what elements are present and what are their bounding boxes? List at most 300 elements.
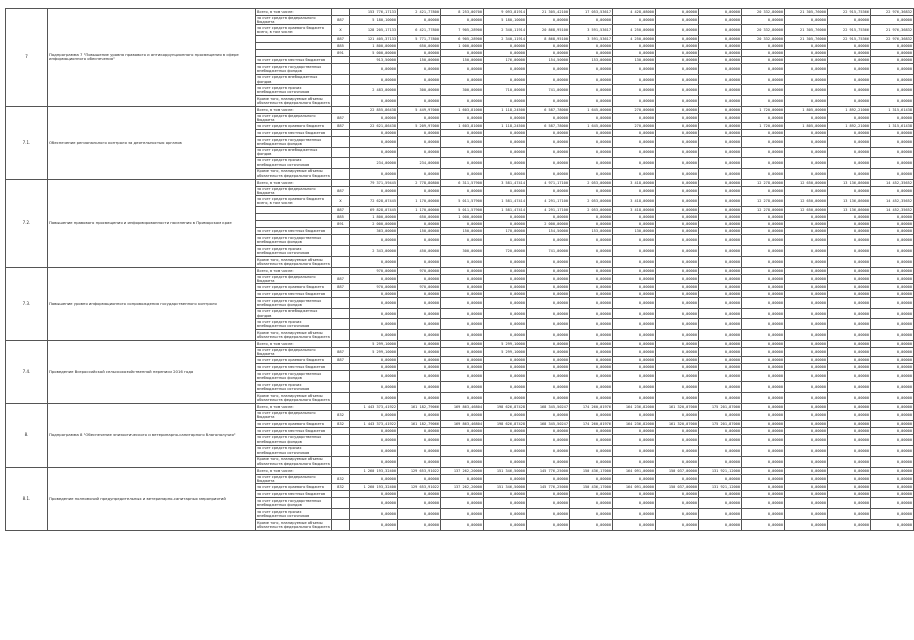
amount-cell: 0,00000 — [570, 148, 613, 157]
amount-cell: 0,00000 — [570, 43, 613, 50]
amount-cell: 154,50000 — [527, 228, 570, 235]
amount-cell: 9 093,81914 — [484, 9, 527, 16]
amount-cell: 131 921,12000 — [699, 467, 742, 474]
amount-cell: 0,00000 — [484, 329, 527, 340]
amount-cell: 3 418,00000 — [613, 179, 656, 186]
funding-source-label — [256, 214, 332, 221]
amount-cell: 0,00000 — [527, 520, 570, 531]
amount-cell: 0,00000 — [527, 157, 570, 168]
amount-cell: 0,00000 — [699, 43, 742, 50]
amount-cell: 650,00000 — [398, 43, 441, 50]
amount-cell: 0,00000 — [570, 235, 613, 246]
amount-cell: 164 236,82000 — [613, 420, 656, 427]
amount-cell: 0,00000 — [742, 221, 785, 228]
amount-cell: 0,00000 — [441, 275, 484, 284]
amount-cell: 0,00000 — [656, 106, 699, 113]
amount-cell: 0,00000 — [441, 371, 484, 382]
amount-cell: 0,00000 — [828, 84, 871, 95]
amount-cell: 79 371,59445 — [350, 179, 398, 186]
amount-cell: 0,00000 — [699, 257, 742, 268]
amount-cell: 5 000,00000 — [350, 50, 398, 57]
amount-cell: 0,00000 — [871, 246, 914, 257]
amount-cell: 0,00000 — [527, 445, 570, 456]
amount-cell: 0,00000 — [742, 434, 785, 445]
amount-cell: 0,00000 — [785, 340, 828, 347]
amount-cell: 151 346,50000 — [484, 467, 527, 474]
amount-cell: 0,00000 — [484, 393, 527, 404]
amount-cell: 5 011,57900 — [441, 207, 484, 214]
amount-cell: 0,00000 — [828, 228, 871, 235]
budget-code — [332, 257, 350, 268]
amount-cell: 0,00000 — [441, 491, 484, 498]
amount-cell: 300,00000 — [398, 84, 441, 95]
amount-cell: 1 603,81000 — [441, 106, 484, 113]
amount-cell: 0,00000 — [613, 275, 656, 284]
amount-cell: 0,00000 — [828, 404, 871, 411]
amount-cell: 0,00000 — [871, 318, 914, 329]
amount-cell: 0,00000 — [570, 509, 613, 520]
amount-cell: 5 299,10000 — [350, 340, 398, 347]
amount-cell: 0,00000 — [828, 491, 871, 498]
amount-cell: 0,00000 — [828, 445, 871, 456]
amount-cell: 1 800,00000 — [350, 43, 398, 50]
amount-cell: 0,00000 — [656, 64, 699, 75]
amount-cell: 0,00000 — [656, 246, 699, 257]
amount-cell: 7 905,28900 — [441, 25, 484, 36]
amount-cell: 0,00000 — [785, 291, 828, 298]
amount-cell: 150,00000 — [441, 57, 484, 64]
amount-cell: 0,00000 — [613, 84, 656, 95]
amount-cell: 0,00000 — [742, 411, 785, 420]
amount-cell: 22 621,86438 — [350, 123, 398, 130]
funding-source-label: за счет средств федерального бюджета — [256, 186, 332, 195]
amount-cell: 0,00000 — [656, 137, 699, 148]
amount-cell: 14 452,35652 — [871, 179, 914, 186]
amount-cell: 0,00000 — [484, 427, 527, 434]
amount-cell: 0,00000 — [350, 329, 398, 340]
amount-cell: 1 720,00000 — [742, 123, 785, 130]
amount-cell: 0,00000 — [699, 228, 742, 235]
funding-source-label: за счет средств федерального бюджета — [256, 16, 332, 25]
item-index: 7.1. — [6, 106, 48, 179]
funding-source-label: Всего, в том числе: — [256, 9, 332, 16]
amount-cell: 0,00000 — [527, 382, 570, 393]
amount-cell: 1 443 373,41922 — [350, 420, 398, 427]
amount-cell: 0,00000 — [656, 329, 699, 340]
amount-cell: 153 776,17133 — [350, 9, 398, 16]
amount-cell: 0,00000 — [527, 16, 570, 25]
amount-cell: 270,00000 — [613, 106, 656, 113]
amount-cell: 0,00000 — [484, 309, 527, 318]
budget-code — [332, 168, 350, 179]
amount-cell: 0,00000 — [699, 16, 742, 25]
amount-cell: 0,00000 — [656, 257, 699, 268]
amount-cell: 0,00000 — [699, 382, 742, 393]
amount-cell: 0,00000 — [785, 329, 828, 340]
budget-code — [332, 340, 350, 347]
amount-cell: 0,00000 — [828, 340, 871, 347]
amount-cell: 0,00000 — [656, 36, 699, 43]
amount-cell: 0,00000 — [656, 179, 699, 186]
amount-cell: 175 201,87000 — [699, 404, 742, 411]
funding-source-label: Всего, в том числе: — [256, 268, 332, 275]
amount-cell: 0,00000 — [742, 329, 785, 340]
amount-cell: 0,00000 — [785, 50, 828, 57]
amount-cell: 0,00000 — [828, 113, 871, 122]
amount-cell: 0,00000 — [785, 75, 828, 84]
amount-cell: 0,00000 — [656, 57, 699, 64]
amount-cell: 0,00000 — [742, 445, 785, 456]
amount-cell: 0,00000 — [828, 186, 871, 195]
amount-cell: 0,00000 — [742, 298, 785, 309]
item-index: 8.1. — [6, 467, 48, 530]
budget-code: 887 — [332, 16, 350, 25]
amount-cell: 0,00000 — [828, 291, 871, 298]
amount-cell: 0,00000 — [441, 235, 484, 246]
amount-cell: 150,00000 — [398, 228, 441, 235]
budget-code — [332, 84, 350, 95]
amount-cell: 0,00000 — [613, 434, 656, 445]
amount-cell: 21 305,76000 — [785, 9, 828, 16]
amount-cell: 0,00000 — [527, 75, 570, 84]
amount-cell: 0,00000 — [527, 95, 570, 106]
budget-code: X — [332, 196, 350, 207]
amount-cell: 0,00000 — [398, 95, 441, 106]
budget-code: 891 — [332, 221, 350, 228]
amount-cell: 161 320,07000 — [656, 420, 699, 427]
amount-cell: 4 250,00000 — [613, 25, 656, 36]
amount-cell: 137 262,20000 — [441, 484, 484, 491]
budget-code — [332, 157, 350, 168]
amount-cell: 164 236,82000 — [613, 404, 656, 411]
amount-cell: 0,00000 — [699, 221, 742, 228]
amount-cell: 0,00000 — [484, 357, 527, 364]
amount-cell: 0,00000 — [350, 130, 398, 137]
funding-source-label: за счет средств государственных внебюджетных фондов — [256, 137, 332, 148]
amount-cell: 0,00000 — [785, 43, 828, 50]
amount-cell: 0,00000 — [699, 214, 742, 221]
amount-cell: 0,00000 — [699, 57, 742, 64]
amount-cell: 0,00000 — [613, 427, 656, 434]
amount-cell: 0,00000 — [441, 509, 484, 520]
amount-cell: 0,00000 — [785, 371, 828, 382]
amount-cell: 131 921,12000 — [699, 484, 742, 491]
amount-cell: 0,00000 — [398, 393, 441, 404]
amount-cell: 0,00000 — [527, 298, 570, 309]
amount-cell: 21 976,36832 — [871, 25, 914, 36]
amount-cell: 0,00000 — [398, 148, 441, 157]
table-row — [6, 404, 914, 411]
funding-source-label: Кроме того, планируемые объемы обязательств федерального бюджета — [257, 520, 330, 530]
amount-cell: 0,00000 — [441, 298, 484, 309]
amount-cell: 0,00000 — [699, 64, 742, 75]
amount-cell: 0,00000 — [871, 50, 914, 57]
amount-cell: 0,00000 — [828, 371, 871, 382]
funding-source-label: за счет средств прочих внебюджетных источников — [256, 84, 332, 95]
amount-cell: 0,00000 — [785, 257, 828, 268]
amount-cell: 0,00000 — [570, 434, 613, 445]
amount-cell: 5 299,10000 — [484, 347, 527, 356]
budget-code — [332, 106, 350, 113]
amount-cell: 0,00000 — [527, 113, 570, 122]
amount-cell: 0,00000 — [570, 186, 613, 195]
amount-cell: 0,00000 — [613, 235, 656, 246]
amount-cell: 0,00000 — [350, 364, 398, 371]
amount-cell: 0,00000 — [613, 474, 656, 483]
funding-source-label: за счет средств краевого бюджета всего, в том числе: — [256, 25, 332, 36]
amount-cell: 1 892,21000 — [828, 106, 871, 113]
amount-cell: 0,00000 — [613, 347, 656, 356]
amount-cell: 0,00000 — [484, 257, 527, 268]
amount-cell: 151 346,50000 — [484, 484, 527, 491]
amount-cell: 0,00000 — [828, 16, 871, 25]
amount-cell: 0,00000 — [613, 382, 656, 393]
item-title: Обеспечение регионального контроля за деятельностью органов — [48, 106, 256, 179]
amount-cell: 0,00000 — [785, 235, 828, 246]
amount-cell: 0,00000 — [785, 168, 828, 179]
amount-cell: 0,00000 — [484, 411, 527, 420]
amount-cell: 0,00000 — [785, 16, 828, 25]
amount-cell: 0,00000 — [398, 371, 441, 382]
amount-cell: 0,00000 — [656, 509, 699, 520]
amount-cell: 145 776,25000 — [527, 467, 570, 474]
amount-cell: 0,00000 — [484, 520, 527, 531]
amount-cell: 0,00000 — [656, 371, 699, 382]
amount-cell: 150 436,17000 — [570, 467, 613, 474]
amount-cell: 3 418,00000 — [613, 196, 656, 207]
amount-cell: 0,00000 — [398, 275, 441, 284]
amount-cell: 168 345,50247 — [527, 420, 570, 427]
budget-code — [332, 382, 350, 393]
amount-cell: 0,00000 — [398, 75, 441, 84]
budget-code: 891 — [332, 50, 350, 57]
amount-cell: 0,00000 — [570, 371, 613, 382]
amount-cell: 0,00000 — [656, 25, 699, 36]
amount-cell: 0,00000 — [785, 221, 828, 228]
amount-cell: 0,00000 — [570, 329, 613, 340]
amount-cell: 0,00000 — [699, 357, 742, 364]
amount-cell: 1 118,24500 — [484, 106, 527, 113]
funding-source-label: за счет средств местных бюджетов — [256, 228, 332, 235]
amount-cell: 0,00000 — [527, 340, 570, 347]
funding-source-label: за счет средств краевого бюджета — [256, 420, 332, 427]
item-title: Повышение правового просвещения и информированности населения в Приморском крае — [48, 179, 256, 267]
amount-cell: 0,00000 — [871, 340, 914, 347]
amount-cell: 0,00000 — [441, 520, 484, 531]
amount-cell: 0,00000 — [398, 434, 441, 445]
amount-cell: 0,00000 — [742, 427, 785, 434]
amount-cell: 0,00000 — [871, 393, 914, 404]
amount-cell: 0,00000 — [871, 498, 914, 509]
amount-cell: 174 260,01976 — [570, 404, 613, 411]
funding-source-label: за счет средств местных бюджетов — [256, 130, 332, 137]
item-title: Проведение полномочий предупредительных и ветеринарно-санитарных мероприятий — [48, 467, 256, 530]
amount-cell: 1 118,24500 — [484, 123, 527, 130]
amount-cell: 0,00000 — [350, 393, 398, 404]
amount-cell: 0,00000 — [350, 434, 398, 445]
budget-code — [332, 179, 350, 186]
amount-cell: 0,00000 — [527, 50, 570, 57]
amount-cell: 0,00000 — [350, 113, 398, 122]
amount-cell: 0,00000 — [570, 318, 613, 329]
amount-cell: 0,00000 — [527, 427, 570, 434]
amount-cell: 169 863,46804 — [441, 404, 484, 411]
amount-cell: 0,00000 — [828, 498, 871, 509]
amount-cell: 0,00000 — [527, 257, 570, 268]
amount-cell: 0,00000 — [613, 168, 656, 179]
amount-cell: 0,00000 — [613, 16, 656, 25]
amount-cell: 0,00000 — [699, 284, 742, 291]
amount-cell: 710,00000 — [484, 84, 527, 95]
amount-cell: 0,00000 — [656, 221, 699, 228]
amount-cell: 970,00000 — [398, 284, 441, 291]
amount-cell: 0,00000 — [699, 9, 742, 16]
budget-table-body — [6, 9, 914, 531]
amount-cell: 0,00000 — [350, 148, 398, 157]
amount-cell: 17 053,53617 — [570, 9, 613, 16]
budget-table-sheet — [5, 8, 912, 628]
amount-cell: 0,00000 — [613, 309, 656, 318]
amount-cell: 0,00000 — [699, 235, 742, 246]
amount-cell: 4 250,00000 — [613, 36, 656, 43]
amount-cell: 0,00000 — [785, 393, 828, 404]
amount-cell: 0,00000 — [527, 130, 570, 137]
amount-cell: 0,00000 — [699, 36, 742, 43]
amount-cell: 0,00000 — [613, 50, 656, 57]
amount-cell: 0,00000 — [785, 434, 828, 445]
funding-source-label: Кроме того, планируемые объемы обязательств федерального бюджета — [257, 257, 330, 267]
amount-cell: 0,00000 — [570, 340, 613, 347]
amount-cell: 0,00000 — [742, 113, 785, 122]
amount-cell: 164 091,00000 — [613, 467, 656, 474]
amount-cell: 0,00000 — [699, 445, 742, 456]
amount-cell: 20 332,80000 — [742, 36, 785, 43]
amount-cell: 0,00000 — [441, 95, 484, 106]
amount-cell: 0,00000 — [828, 329, 871, 340]
amount-cell: 2 340,11914 — [484, 36, 527, 43]
amount-cell: 0,00000 — [742, 484, 785, 491]
amount-cell: 0,00000 — [742, 371, 785, 382]
amount-cell: 0,00000 — [570, 411, 613, 420]
amount-cell: 0,00000 — [871, 64, 914, 75]
amount-cell: 0,00000 — [785, 445, 828, 456]
amount-cell: 0,00000 — [570, 137, 613, 148]
budget-code — [332, 371, 350, 382]
funding-source-label: Всего, в том числе: — [256, 467, 332, 474]
amount-cell: 0,00000 — [441, 268, 484, 275]
amount-cell: 0,00000 — [656, 393, 699, 404]
amount-cell: 13 136,86000 — [828, 179, 871, 186]
amount-cell: 0,00000 — [613, 491, 656, 498]
budget-code — [332, 467, 350, 474]
amount-cell: 0,00000 — [785, 275, 828, 284]
amount-cell: 0,00000 — [699, 347, 742, 356]
amount-cell: 0,00000 — [613, 268, 656, 275]
amount-cell: 0,00000 — [398, 113, 441, 122]
amount-cell: 0,00000 — [742, 64, 785, 75]
amount-cell: 0,00000 — [570, 474, 613, 483]
amount-cell: 0,00000 — [828, 434, 871, 445]
amount-cell: 0,00000 — [441, 357, 484, 364]
amount-cell: 150 037,00000 — [656, 484, 699, 491]
amount-cell: 0,00000 — [527, 357, 570, 364]
amount-cell: 1 581,47414 — [484, 207, 527, 214]
amount-cell: 0,00000 — [398, 309, 441, 318]
amount-cell: 0,00000 — [785, 137, 828, 148]
amount-cell: 8 868,95100 — [527, 36, 570, 43]
amount-cell: 0,00000 — [699, 186, 742, 195]
amount-cell: 0,00000 — [785, 382, 828, 393]
amount-cell: 0,00000 — [527, 456, 570, 467]
amount-cell: 12 278,00000 — [742, 207, 785, 214]
amount-cell: 0,00000 — [742, 404, 785, 411]
budget-code — [332, 434, 350, 445]
amount-cell: 0,00000 — [871, 284, 914, 291]
funding-source-label: за счет средств государственных внебюджетных фондов — [256, 371, 332, 382]
amount-cell: 0,00000 — [613, 113, 656, 122]
amount-cell: 0,00000 — [656, 16, 699, 25]
amount-cell: 0,00000 — [699, 275, 742, 284]
amount-cell: 0,00000 — [484, 130, 527, 137]
amount-cell: 0,00000 — [828, 364, 871, 371]
budget-code: 887 — [332, 347, 350, 356]
amount-cell: 0,00000 — [828, 357, 871, 364]
amount-cell: 0,00000 — [350, 257, 398, 268]
amount-cell: 0,00000 — [785, 467, 828, 474]
amount-cell: 0,00000 — [871, 411, 914, 420]
amount-cell: 5 299,10000 — [350, 347, 398, 356]
amount-cell: 0,00000 — [350, 309, 398, 318]
amount-cell: 0,00000 — [613, 130, 656, 137]
amount-cell: 130,00000 — [613, 57, 656, 64]
amount-cell: 0,00000 — [785, 364, 828, 371]
amount-cell: 14 452,35652 — [871, 207, 914, 214]
amount-cell: 0,00000 — [828, 393, 871, 404]
amount-cell: 0,00000 — [484, 148, 527, 157]
amount-cell: 0,00000 — [484, 137, 527, 148]
amount-cell: 0,00000 — [484, 64, 527, 75]
amount-cell: 0,00000 — [828, 520, 871, 531]
budget-code — [332, 246, 350, 257]
amount-cell: 0,00000 — [871, 257, 914, 268]
amount-cell: 0,00000 — [742, 520, 785, 531]
amount-cell: 0,00000 — [613, 157, 656, 168]
amount-cell: 0,00000 — [527, 137, 570, 148]
amount-cell: 363,00000 — [350, 228, 398, 235]
amount-cell: 1 645,00000 — [570, 123, 613, 130]
budget-code — [332, 75, 350, 84]
amount-cell: 0,00000 — [656, 364, 699, 371]
amount-cell: 0,00000 — [785, 347, 828, 356]
funding-source-label: Кроме того, планируемые объемы обязательств федерального бюджета — [257, 457, 330, 466]
amount-cell: 0,00000 — [484, 509, 527, 520]
amount-cell: 0,00000 — [484, 434, 527, 445]
amount-cell: 0,00000 — [656, 284, 699, 291]
amount-cell: 0,00000 — [527, 393, 570, 404]
funding-source-label: за счет средств прочих внебюджетных источников — [256, 157, 332, 168]
amount-cell: 0,00000 — [656, 382, 699, 393]
amount-cell: 0,00000 — [828, 509, 871, 520]
amount-cell: 0,00000 — [441, 291, 484, 298]
amount-cell: 0,00000 — [350, 235, 398, 246]
amount-cell: 164 091,00000 — [613, 484, 656, 491]
amount-cell: 153,00000 — [570, 57, 613, 64]
amount-cell: 150,00000 — [441, 228, 484, 235]
amount-cell: 0,00000 — [613, 371, 656, 382]
amount-cell: 4 291,17100 — [527, 196, 570, 207]
amount-cell: 0,00000 — [484, 291, 527, 298]
amount-cell: 0,00000 — [742, 57, 785, 64]
